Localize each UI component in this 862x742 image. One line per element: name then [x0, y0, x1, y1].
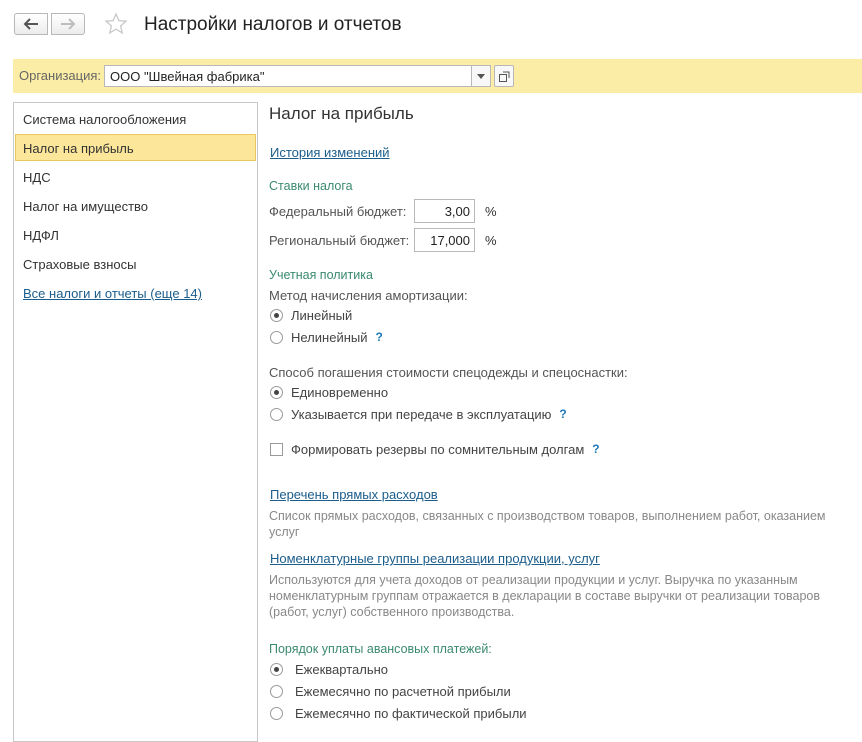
workwear-onetime-option[interactable] — [270, 383, 388, 401]
organization-bar — [13, 59, 862, 93]
regional-rate-input[interactable]: 17,000 — [414, 228, 475, 252]
nomenclature-groups-link[interactable]: Номенклатурные группы реализации продукции, услуг — [270, 551, 600, 566]
radio-button[interactable] — [270, 331, 283, 344]
regional-percent-sign: % — [485, 233, 497, 248]
radio-label: Единовременно — [291, 384, 389, 400]
radio-button[interactable] — [270, 408, 283, 421]
page-title: Настройки налогов и отчетов — [144, 14, 402, 35]
rates-group-title: Ставки налога — [269, 179, 353, 193]
policy-group-title: Учетная политика — [269, 268, 373, 282]
depreciation-linear-option[interactable] — [270, 306, 352, 324]
radio-label: Ежемесячно по расчетной прибыли — [295, 683, 511, 699]
organization-label: Организация: — [19, 68, 102, 83]
sidebar-item-profit-tax[interactable]: Налог на прибыль — [15, 134, 256, 161]
advance-monthly-estimated-option[interactable] — [270, 682, 511, 700]
radio-label: Ежемесячно по фактической прибыли — [295, 705, 527, 721]
section-title: Налог на прибыль — [269, 104, 414, 123]
organization-open-button[interactable] — [494, 65, 514, 87]
radio-label: Линейный — [291, 307, 353, 323]
all-taxes-link-text[interactable]: Все налоги и отчеты (еще 14) — [23, 286, 202, 301]
depreciation-method-label: Метод начисления амортизации: — [269, 288, 468, 303]
federal-rate-input[interactable]: 3,00 — [414, 199, 475, 223]
direct-costs-link[interactable]: Перечень прямых расходов — [270, 487, 438, 502]
help-icon[interactable]: ? — [592, 442, 600, 456]
nomenclature-groups-description: Используются для учета доходов от реализации продукции и услуг. Выручка по указанным номенклатурным группам отражается в декларации в составе выручки от реализации товаров (работ, услуг) собственного производства. — [269, 573, 821, 619]
regional-budget-label: Региональный бюджет: — [269, 233, 410, 248]
favorite-button[interactable] — [104, 12, 128, 39]
arrow-left-icon — [23, 18, 39, 30]
sidebar-item-vat[interactable]: НДС — [23, 170, 51, 185]
radio-label: Нелинейный — [291, 329, 368, 345]
sidebar-item-insurance[interactable]: Страховые взносы — [23, 257, 137, 272]
radio-button[interactable] — [270, 386, 283, 399]
arrow-right-icon — [60, 18, 76, 30]
direct-costs-description: Список прямых расходов, связанных с производством товаров, выполнением работ, оказанием услуг — [269, 509, 826, 539]
radio-button[interactable] — [270, 309, 283, 322]
star-icon — [104, 12, 128, 36]
organization-dropdown-button[interactable] — [472, 65, 491, 87]
sidebar-item-property-tax[interactable]: Налог на имущество — [23, 199, 149, 214]
depreciation-nonlinear-option[interactable] — [270, 328, 383, 346]
sidebar-item-ndfl[interactable]: НДФЛ — [23, 228, 59, 243]
reserves-checkbox[interactable] — [270, 443, 283, 456]
radio-button[interactable] — [270, 663, 283, 676]
open-form-icon — [499, 71, 510, 82]
back-button[interactable] — [14, 13, 48, 35]
history-link[interactable]: История изменений — [270, 145, 390, 160]
federal-budget-label: Федеральный бюджет: — [269, 204, 407, 219]
workwear-method-label: Способ погашения стоимости спецодежды и спецоснастки: — [269, 365, 628, 380]
workwear-on-transfer-option[interactable] — [270, 405, 567, 423]
advance-payments-title: Порядок уплаты авансовых платежей: — [269, 642, 492, 656]
forward-button[interactable] — [51, 13, 85, 35]
chevron-down-icon — [477, 74, 485, 79]
sidebar-all-taxes-link[interactable] — [15, 279, 256, 306]
reserves-checkbox-row[interactable] — [270, 440, 600, 458]
help-icon[interactable]: ? — [375, 330, 383, 344]
advance-monthly-actual-option[interactable] — [270, 704, 527, 722]
federal-percent-sign: % — [485, 204, 497, 219]
sidebar-item-tax-system[interactable]: Система налогообложения — [23, 112, 187, 127]
organization-field[interactable]: ООО "Швейная фабрика" — [104, 65, 472, 87]
radio-button[interactable] — [270, 707, 283, 720]
radio-label: Указывается при передаче в эксплуатацию — [291, 406, 552, 422]
help-icon[interactable]: ? — [559, 407, 567, 421]
reserves-label: Формировать резервы по сомнительным долгам — [291, 441, 585, 457]
radio-button[interactable] — [270, 685, 283, 698]
advance-quarterly-option[interactable] — [270, 660, 388, 678]
radio-label: Ежеквартально — [295, 661, 389, 677]
sidebar — [13, 102, 258, 742]
